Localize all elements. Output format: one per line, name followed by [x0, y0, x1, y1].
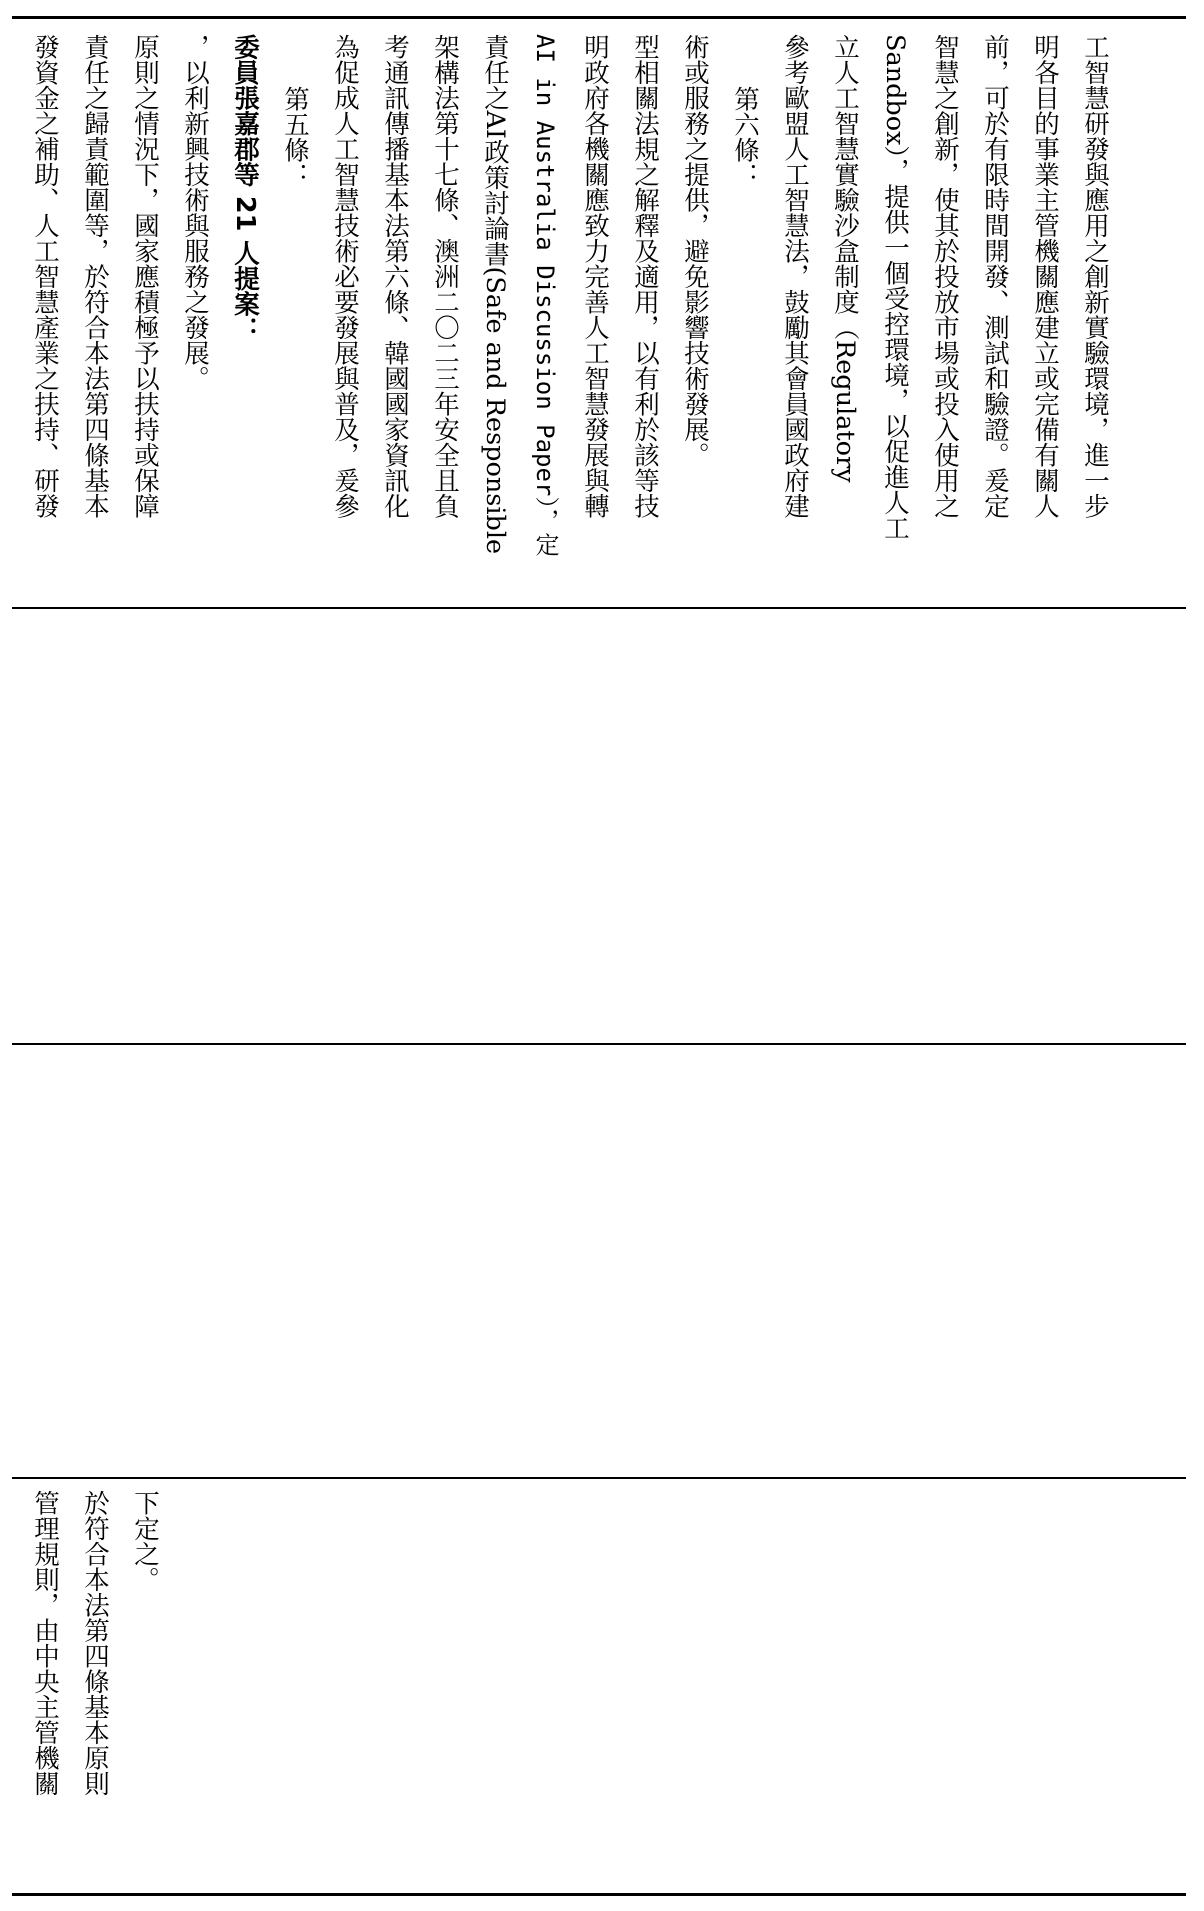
table-bottom-border	[12, 1893, 1186, 1896]
text-line: 明政府各機關應致力完善人工智慧發展與轉	[580, 34, 610, 519]
text-line: 立人工智慧實驗沙盒制度（Regulatory	[830, 34, 860, 483]
text-line: ，以利新興技術與服務之發展。	[180, 34, 210, 391]
article-label: 第六條：	[730, 86, 760, 188]
text-line: 原則之情況下，國家應積極予以扶持或保障	[130, 34, 160, 519]
text-line: 為促成人工智慧技術必要發展與普及，爰參	[330, 34, 360, 519]
text-line: 參考歐盟人工智慧法，鼓勵其會員國政府建	[780, 34, 810, 519]
table-row-divider	[12, 607, 1186, 609]
article-label: 第五條：	[280, 86, 310, 188]
table-row-divider	[12, 1477, 1186, 1479]
text-line: 術或服務之提供，避免影響技術發展。	[680, 34, 710, 468]
table-top-border	[12, 16, 1186, 19]
text-line: 型相關法規之解釋及適用，以有利於該等技	[630, 34, 660, 519]
explanation-cell	[20, 34, 1120, 594]
text-line: 責任之歸責範圍等，於符合本法第四條基本	[80, 34, 110, 519]
text-line: 工智慧研發與應用之創新實驗環境，進一步	[1080, 34, 1110, 519]
text-line: 發資金之補助、人工智慧產業之扶持、研發	[30, 34, 60, 519]
proposal-heading: 委員張嘉郡等 21 人提案：	[230, 34, 260, 343]
text-line: AI in Australia Discussion Paper），定	[531, 34, 559, 557]
text-line: 智慧之創新，使其於投放市場或投入使用之	[930, 34, 960, 519]
text-line: 前，可於有限時間開發、測試和驗證。爰定	[980, 34, 1010, 519]
text-line: 責任之AI政策討論書(Safe and Responsible	[480, 34, 510, 555]
law-text-cell	[20, 1490, 170, 1885]
text-line: Sandbox），提供一個受控環境，以促進人工	[880, 34, 910, 541]
text-line: 於符合本法第四條基本原則	[80, 1490, 110, 1796]
table-row-divider	[12, 1043, 1186, 1045]
text-line: 管理規則，由中央主管機關	[30, 1490, 60, 1796]
text-line: 明各目的事業主管機關應建立或完備有關人	[1030, 34, 1060, 519]
text-line: 架構法第十七條、澳洲二〇二三年安全且負	[430, 34, 460, 519]
text-line: 下定之。	[130, 1490, 160, 1592]
text-line: 考通訊傳播基本法第六條、韓國國家資訊化	[380, 34, 410, 519]
